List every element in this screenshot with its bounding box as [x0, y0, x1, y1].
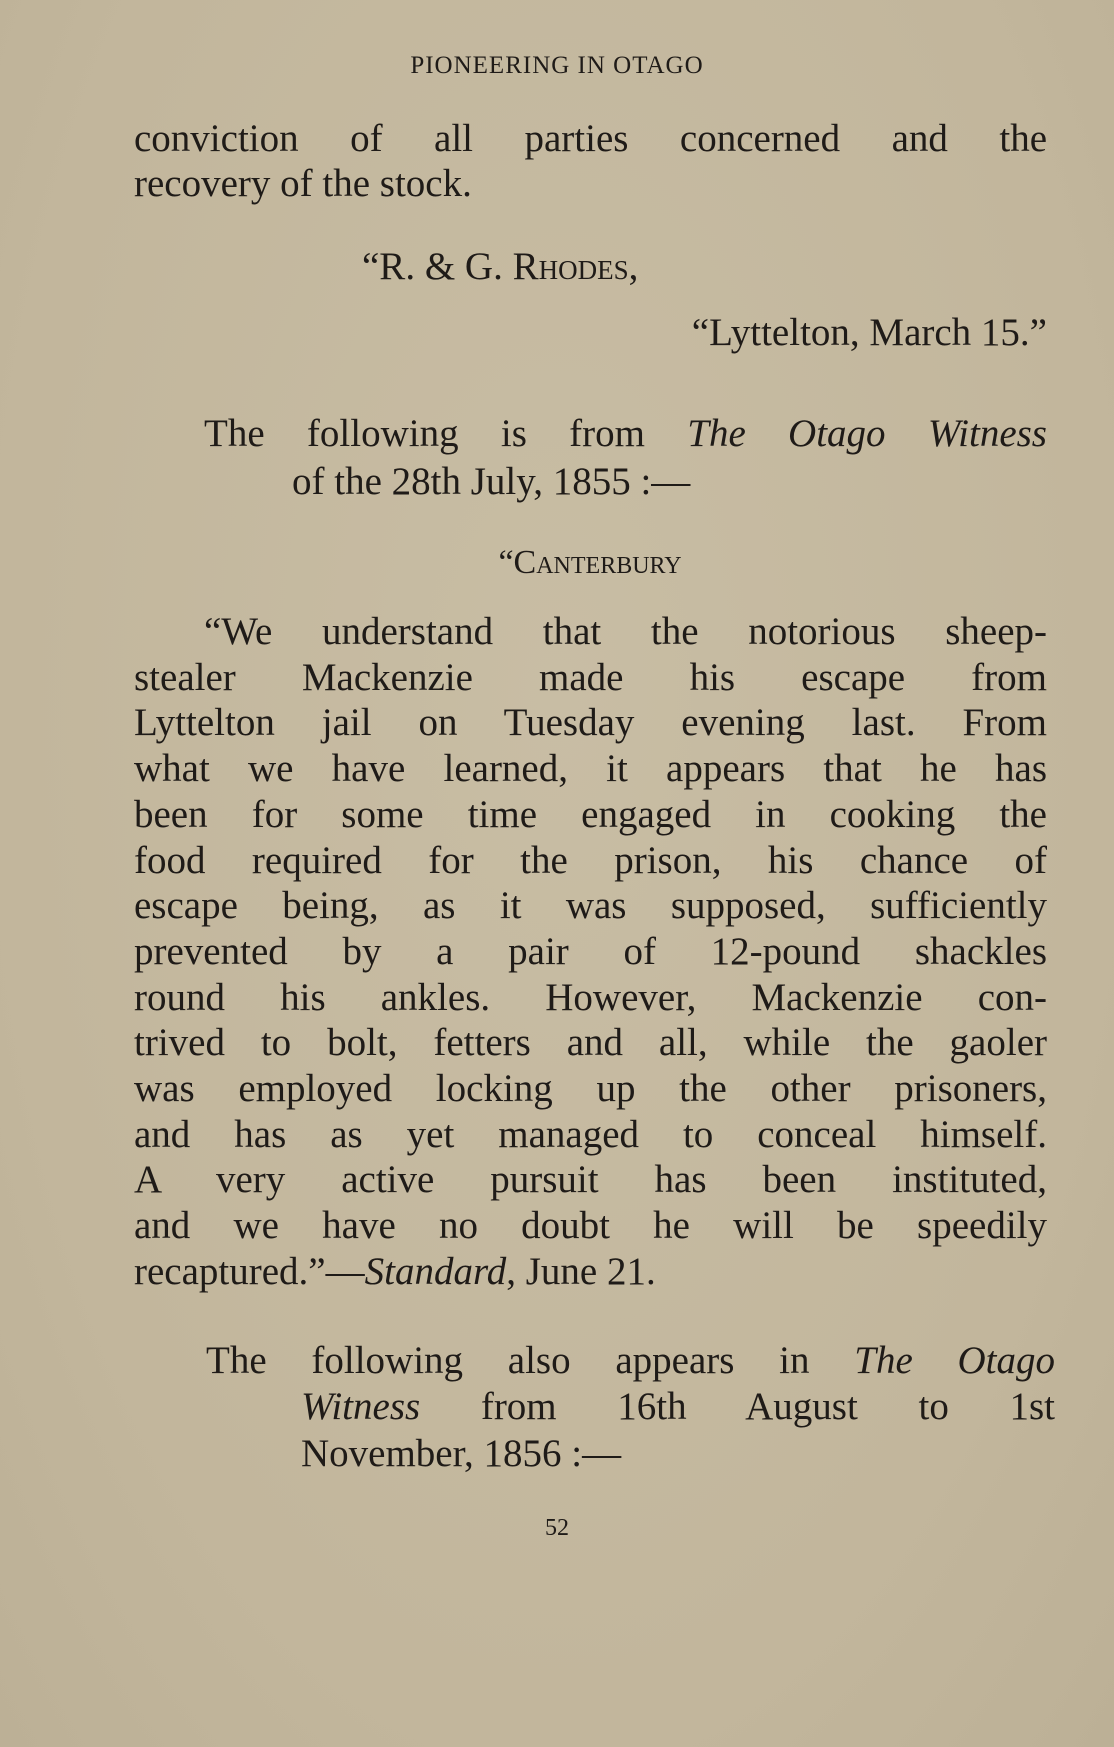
article-line: trived to bolt, fetters and all, while the gaoler [134, 1021, 1047, 1065]
newspaper-title: Witness [301, 1385, 421, 1428]
page-number: 52 [545, 1515, 569, 1541]
text: , June 21. [506, 1250, 656, 1293]
article-line: been for some time engaged in cooking the [134, 792, 1047, 836]
text: The following also appears in [206, 1339, 855, 1382]
article-line: Lyttelton jail on Tuesday evening last. From [134, 701, 1047, 745]
article-line: and has as yet managed to conceal himself. [134, 1112, 1047, 1156]
article-line: “We understand that the notorious sheep- [204, 610, 1047, 653]
text: recaptured.”— [134, 1250, 365, 1293]
newspaper-title: The Otago [854, 1339, 1056, 1382]
article-line: was employed locking up the other prisoners, [134, 1067, 1047, 1110]
article-last-line [134, 1249, 656, 1295]
article-line: food required for the prison, his chance of [134, 838, 1047, 882]
intro-paragraph-line [204, 411, 1047, 457]
article-line: stealer Mackenzie made his escape from [134, 655, 1047, 699]
article-line: A very active pursuit has been instituted, [134, 1158, 1047, 1202]
article-line: escape being, as it was supposed, sufficiently [134, 884, 1047, 928]
article-line: what we have learned, it appears that he has [134, 747, 1047, 791]
intro2-line: November, 1856 :— [301, 1432, 622, 1475]
text: The following is from [204, 412, 688, 455]
section-heading: “Canterbury [498, 544, 682, 581]
signature-place-date: “Lyttelton, March 15.” [691, 311, 1047, 354]
article-line: and we have no doubt he will be speedily [134, 1204, 1047, 1248]
newspaper-title: The Otago Witness [687, 412, 1047, 455]
source-title: Standard [364, 1250, 507, 1293]
text-line: conviction of all parties concerned and the [134, 117, 1047, 160]
text-line: recovery of the stock. [134, 162, 472, 205]
article-line: prevented by a pair of 12-pound shackles [134, 929, 1047, 973]
signature-name: “R. & G. Rhodes, [362, 245, 639, 288]
text: from 16th August to 1st [420, 1385, 1055, 1428]
running-header: PIONEERING IN OTAGO [410, 52, 704, 79]
intro2-line [301, 1384, 1055, 1430]
intro-paragraph-line: of the 28th July, 1855 :— [292, 460, 691, 503]
article-line: round his ankles. However, Mackenzie con- [134, 975, 1047, 1019]
intro2-line [206, 1338, 1055, 1384]
